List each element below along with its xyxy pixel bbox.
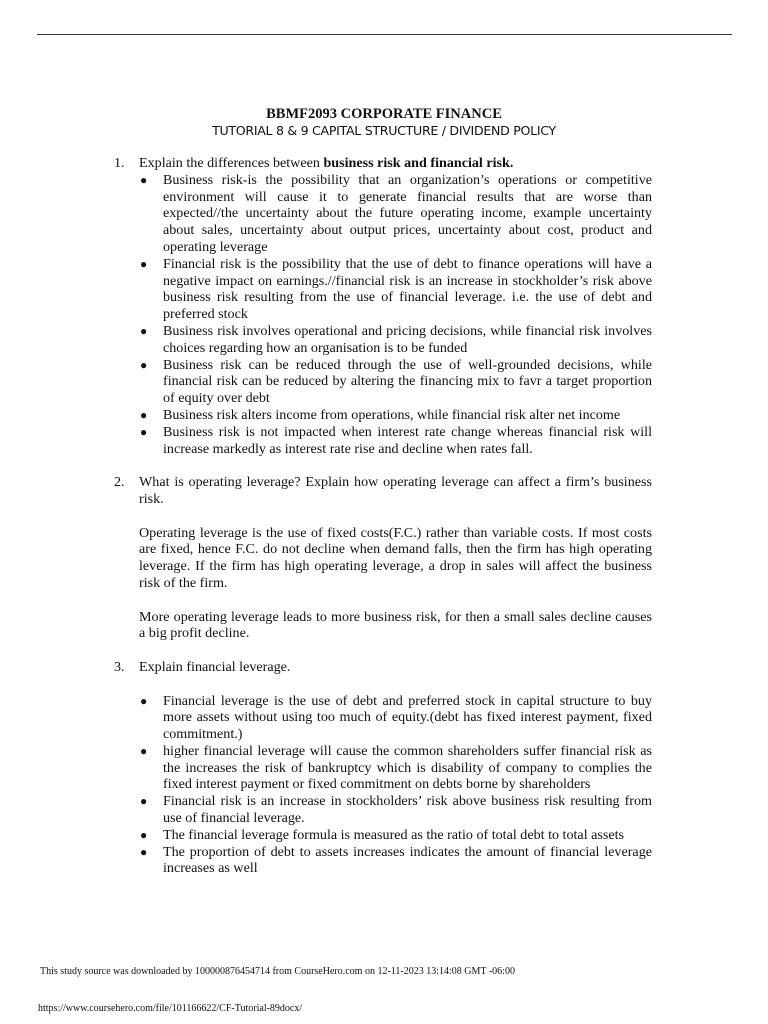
list-item xyxy=(114,424,652,458)
bullet-text: The financial leverage formula is measured as the ratio of total debt to total assets xyxy=(163,826,625,843)
source-url-link[interactable]: https://www.coursehero.com/file/101166622/CF-Tutorial-89docx/ xyxy=(38,1003,303,1014)
list-item xyxy=(114,793,652,827)
bullet-text: Financial risk is the possibility that the use of debt to finance operations will have a negative impact on earnings.//financial risk is an increase in stockholder’s risk above business risk resulting from the use of financial leverage. i.e. the use of debt and preferred stock xyxy=(163,255,652,323)
bullet-icon: ● xyxy=(140,844,148,859)
answer-bullet-list xyxy=(114,172,652,458)
list-item xyxy=(114,827,652,844)
bullet-text: Financial leverage is the use of debt and preferred stock in capital structure to buy more assets without using too much of equity.(debt has fixed interest payment, fixed commitment.) xyxy=(163,692,652,743)
list-item xyxy=(114,357,652,407)
bullet-text: Business risk is not impacted when interest rate change whereas financial risk will increase markedly as interest rate rise and decline when rates fall. xyxy=(163,423,652,457)
question-3 xyxy=(114,659,652,877)
document-body xyxy=(114,155,652,877)
list-item xyxy=(114,844,652,878)
question-text xyxy=(139,155,652,172)
question-number: 1. xyxy=(114,155,125,171)
question-2 xyxy=(114,474,652,642)
answer-paragraph: Operating leverage is the use of fixed costs(F.C.) rather than variable costs. If most costs are fixed, hence F.C. do not decline when demand falls, then the firm has high operating leverage. If the firm has high operating leverage, a drop in sales will affect the business risk of the firm. xyxy=(139,524,652,591)
list-item xyxy=(114,256,652,323)
answer-paragraph: More operating leverage leads to more business risk, for then a small sales decline causes a big profit decline. xyxy=(139,608,652,642)
list-item xyxy=(114,407,652,424)
bullet-icon: ● xyxy=(140,424,148,439)
bullet-icon: ● xyxy=(140,743,148,758)
bullet-icon: ● xyxy=(140,794,148,809)
question-1 xyxy=(114,155,652,457)
bullet-icon: ● xyxy=(140,172,148,187)
list-item xyxy=(114,693,652,743)
bullet-text: Business risk alters income from operations, while financial risk alter net income xyxy=(163,406,621,423)
question-text: Explain financial leverage. xyxy=(139,658,291,675)
question-prefix: Explain the differences between xyxy=(139,155,324,171)
download-source-note: This study source was downloaded by 100000876454714 from CourseHero.com on 12-11-2023 13:14:08 GMT -06:00 xyxy=(40,966,515,977)
bullet-text: higher financial leverage will cause the common shareholders suffer financial risk as the increases the risk of bankruptcy which is disability of company to complies the fixed interest payment or fixed commitment on debts borne by shareholders xyxy=(163,742,652,793)
list-item xyxy=(114,743,652,793)
list-item xyxy=(114,172,652,256)
question-number: 3. xyxy=(114,658,125,675)
question-bold-text: business risk and financial risk. xyxy=(323,155,514,171)
bullet-icon: ● xyxy=(140,256,148,271)
bullet-icon: ● xyxy=(140,357,148,372)
bullet-text: Business risk can be reduced through the use of well-grounded decisions, while financial risk can be reduced by altering the financing mix to favr a target proportion of equity over debt xyxy=(163,356,652,407)
top-rule xyxy=(37,34,732,35)
bullet-icon: ● xyxy=(140,827,148,842)
bullet-text: The proportion of debt to assets increases indicates the amount of financial leverage increases as well xyxy=(163,843,652,877)
bullet-icon: ● xyxy=(140,693,148,708)
bullet-text: Financial risk is an increase in stockholders’ risk above business risk resulting from use of financial leverage. xyxy=(163,793,652,827)
bullet-icon: ● xyxy=(140,323,148,338)
question-text: What is operating leverage? Explain how operating leverage can affect a firm’s business risk. xyxy=(139,474,652,507)
bullet-text: Business risk involves operational and pricing decisions, while financial risk involves choices regarding how an organisation is to be funded xyxy=(163,322,652,356)
answer-bullet-list xyxy=(114,693,652,878)
bullet-text: Business risk-is the possibility that an organization’s operations or competitive environment will cause it to generate financial results that are worse than expected//the uncertainty about the future operating income, example uncertainty about sales, uncertainty about output prices, uncertainty about cost, product and operating leverage xyxy=(163,171,652,255)
question-number: 2. xyxy=(114,474,125,491)
document-title: BBMF2093 CORPORATE FINANCE xyxy=(266,106,502,122)
document-subtitle: TUTORIAL 8 & 9 CAPITAL STRUCTURE / DIVIDEND POLICY xyxy=(212,123,556,138)
list-item xyxy=(114,323,652,357)
bullet-icon: ● xyxy=(140,407,148,422)
